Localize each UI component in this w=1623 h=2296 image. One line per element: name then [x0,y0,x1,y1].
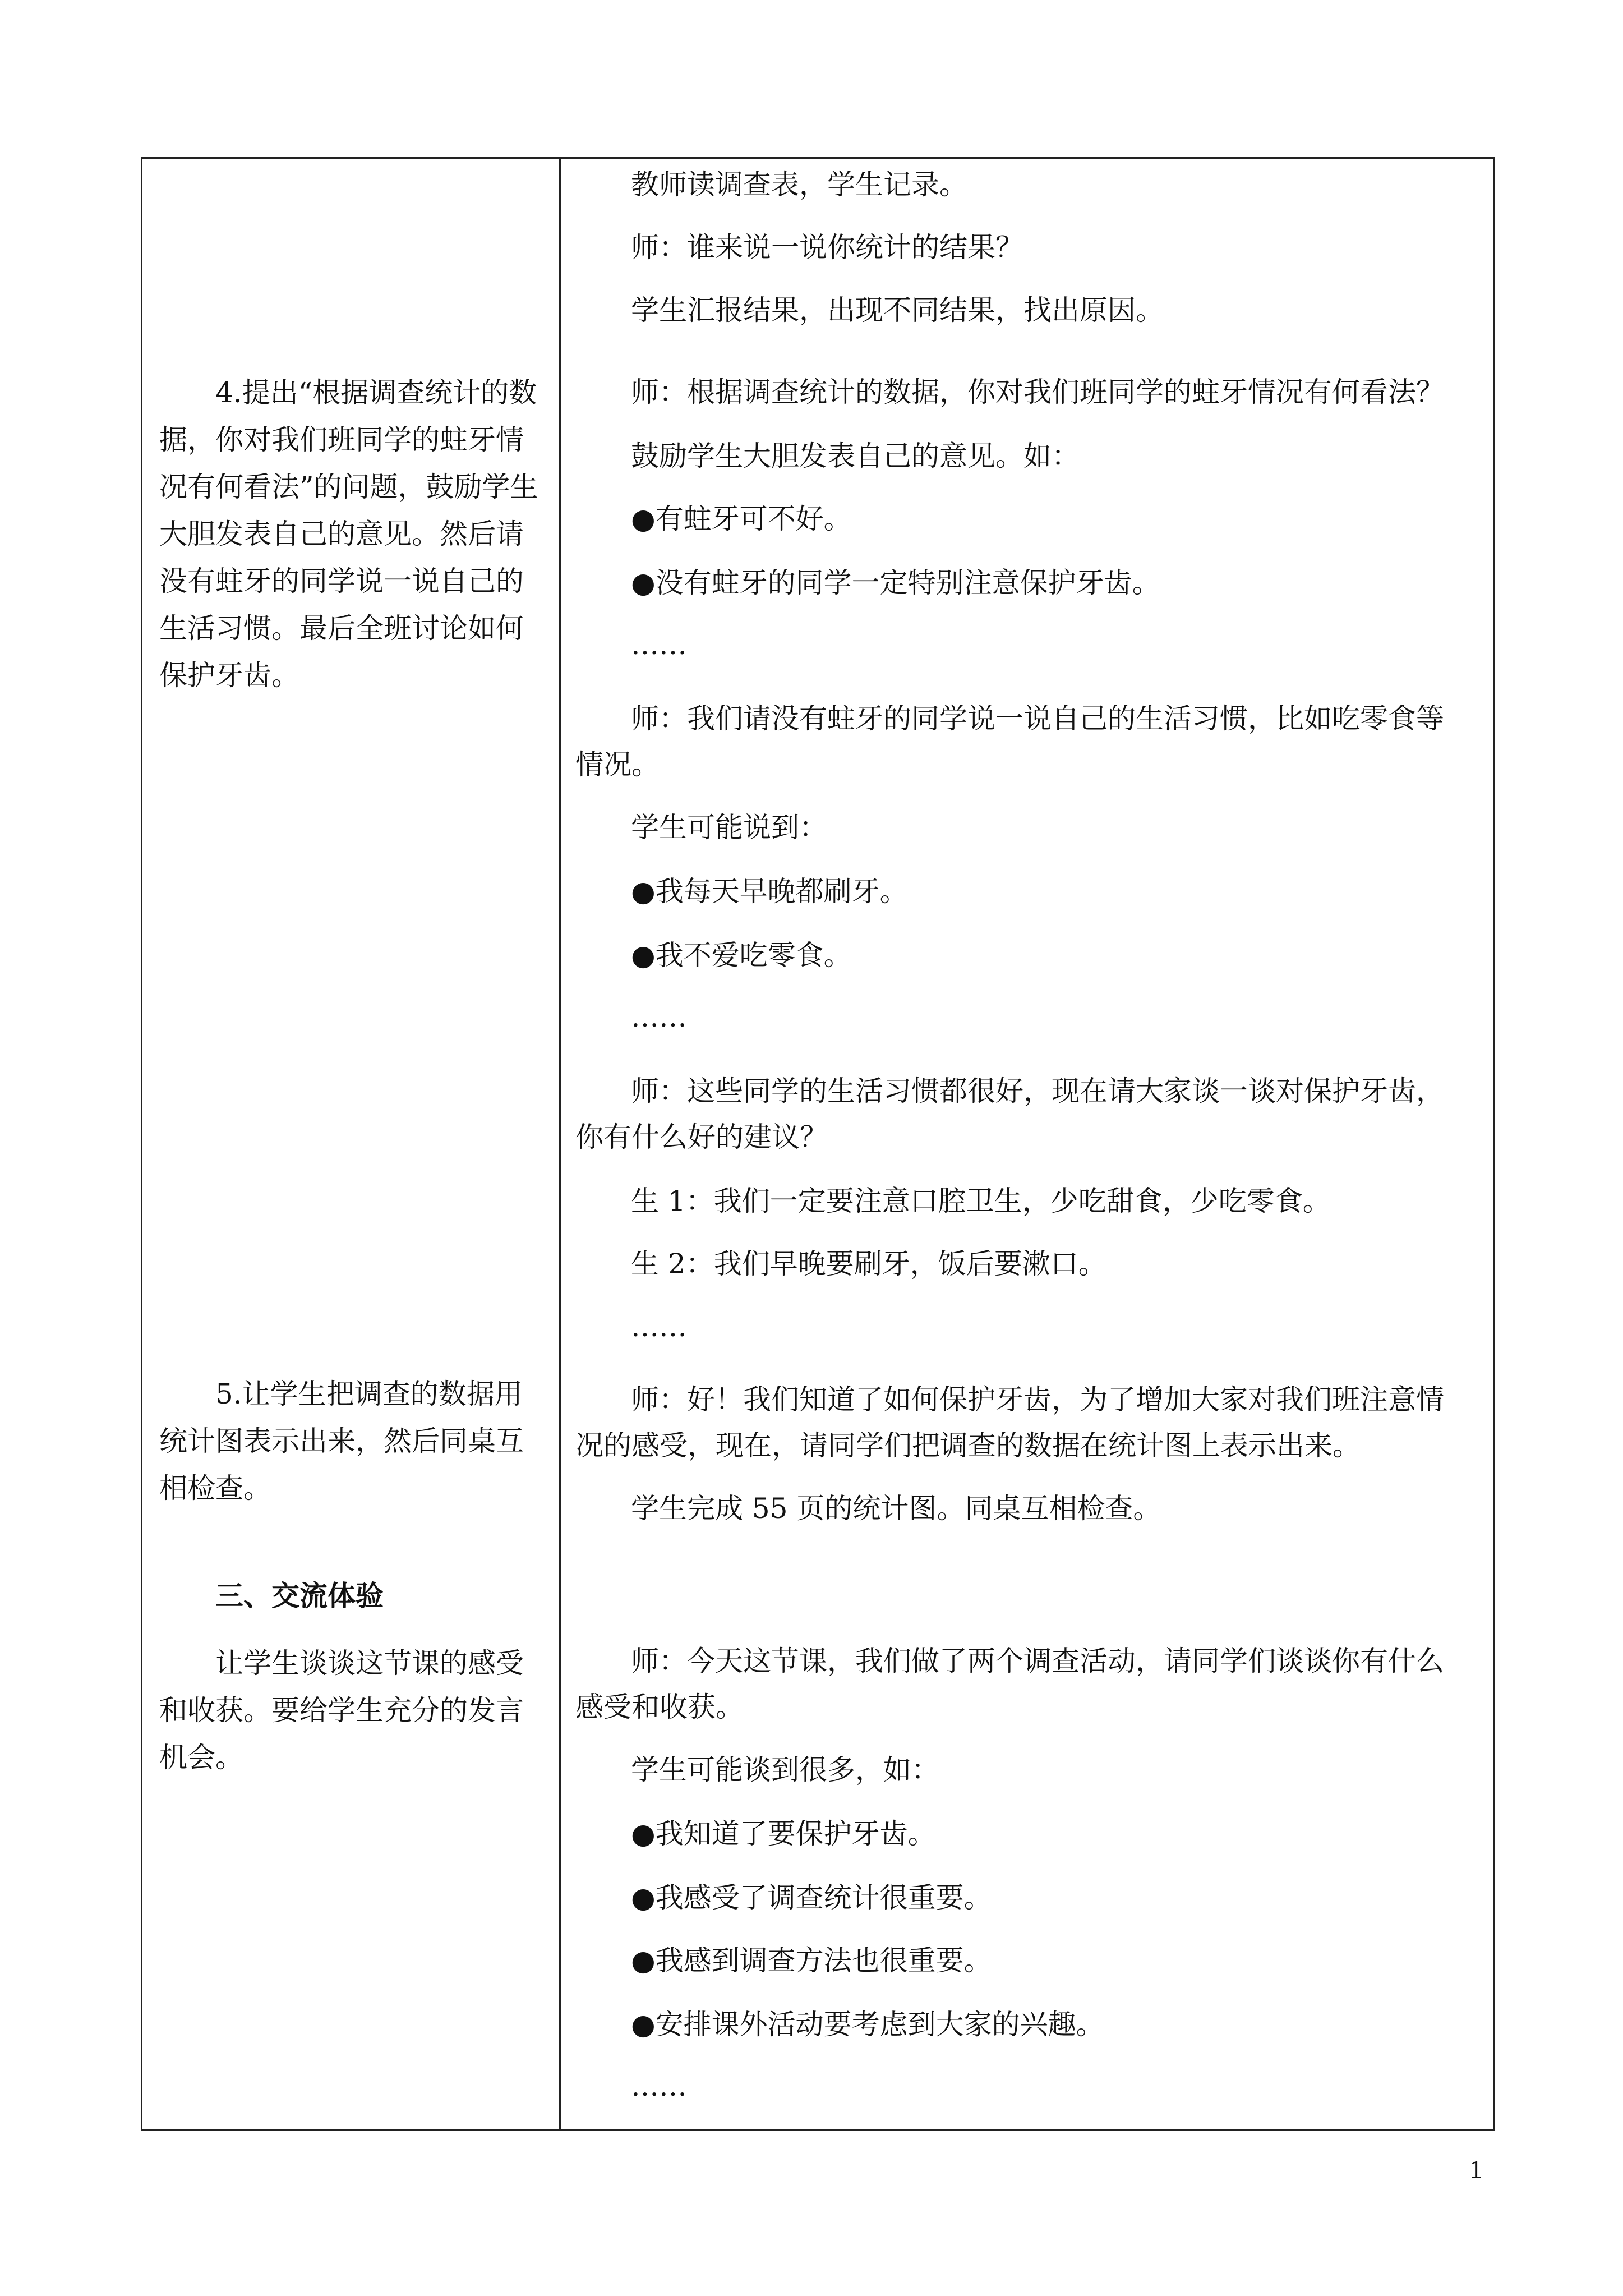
bullet-item: ●我知道了要保护牙齿。 [631,1818,936,1850]
right-line: 学生可能说到： [631,811,827,844]
ellipsis: …… [631,1001,687,1033]
right-line: 学生可能谈到很多，如： [631,1754,939,1786]
right-line: 情况。 [575,748,660,781]
right-line: 鼓励学生大胆发表自己的意见。如： [631,440,1080,472]
right-line: 感受和收获。 [575,1691,744,1723]
right-line: 师：根据调查统计的数据，你对我们班同学的蛀牙情况有何看法？ [631,376,1444,408]
bullet-item: ●我感到调查方法也很重要。 [631,1944,992,1977]
right-line: 师：这些同学的生活习惯都很好，现在请大家谈一谈对保护牙齿， [631,1075,1444,1107]
right-line: 况的感受，现在，请同学们把调查的数据在统计图上表示出来。 [575,1429,1361,1462]
section-3-heading: 三、交流体验 [215,1579,384,1612]
ellipsis: …… [631,1310,687,1343]
right-line: 学生完成 55 页的统计图。同桌互相检查。 [631,1492,1161,1525]
right-line: 生 1：我们一定要注意口腔卫生，少吃甜食，少吃零食。 [631,1185,1331,1217]
right-line: 师：好！我们知道了如何保护牙齿，为了增加大家对我们班注意情 [631,1383,1444,1416]
ellipsis: …… [631,2070,687,2102]
bullet-item: ●我感受了调查统计很重要。 [631,1881,992,1914]
right-line: 你有什么好的建议？ [575,1121,828,1153]
lesson-table [141,157,1495,2131]
bullet-item: ●我不爱吃零食。 [631,939,852,972]
right-line: 师：谁来说一说你统计的结果？ [631,231,1023,264]
bullet-item: ●安排课外活动要考虑到大家的兴趣。 [631,2008,1104,2041]
page-number: 1 [1469,2155,1482,2183]
right-line: 师：今天这节课，我们做了两个调查活动，请同学们谈谈你有什么 [631,1645,1444,1677]
left-item-5: 5.让学生把调查的数据用统计图表示出来，然后同桌互相检查。 [159,1378,524,1504]
bullet-item: ●没有蛀牙的同学一定特别注意保护牙齿。 [631,567,1160,599]
bullet-item: ●有蛀牙可不好。 [631,503,852,535]
left-item-4: 4.提出“根据调查统计的数据，你对我们班同学的蛀牙情况有何看法”的问题，鼓励学生大胆发表自己的意见。然后请没有蛀牙的同学说一说自己的生活习惯。最后全班讨论如何保护牙齿。 [159,376,538,692]
ellipsis: …… [631,628,687,661]
bullet-item: ●我每天早晚都刷牙。 [631,875,908,908]
right-line: 师：我们请没有蛀牙的同学说一说自己的生活习惯，比如吃零食等 [631,702,1444,735]
right-line: 教师读调查表，学生记录。 [631,168,967,201]
right-line: 生 2：我们早晚要刷牙，饭后要漱口。 [631,1248,1106,1280]
right-line: 学生汇报结果，出现不同结果，找出原因。 [631,294,1164,326]
column-divider [559,159,561,2129]
section-3-text: 让学生谈谈这节课的感受和收获。要给学生充分的发言机会。 [159,1647,524,1774]
